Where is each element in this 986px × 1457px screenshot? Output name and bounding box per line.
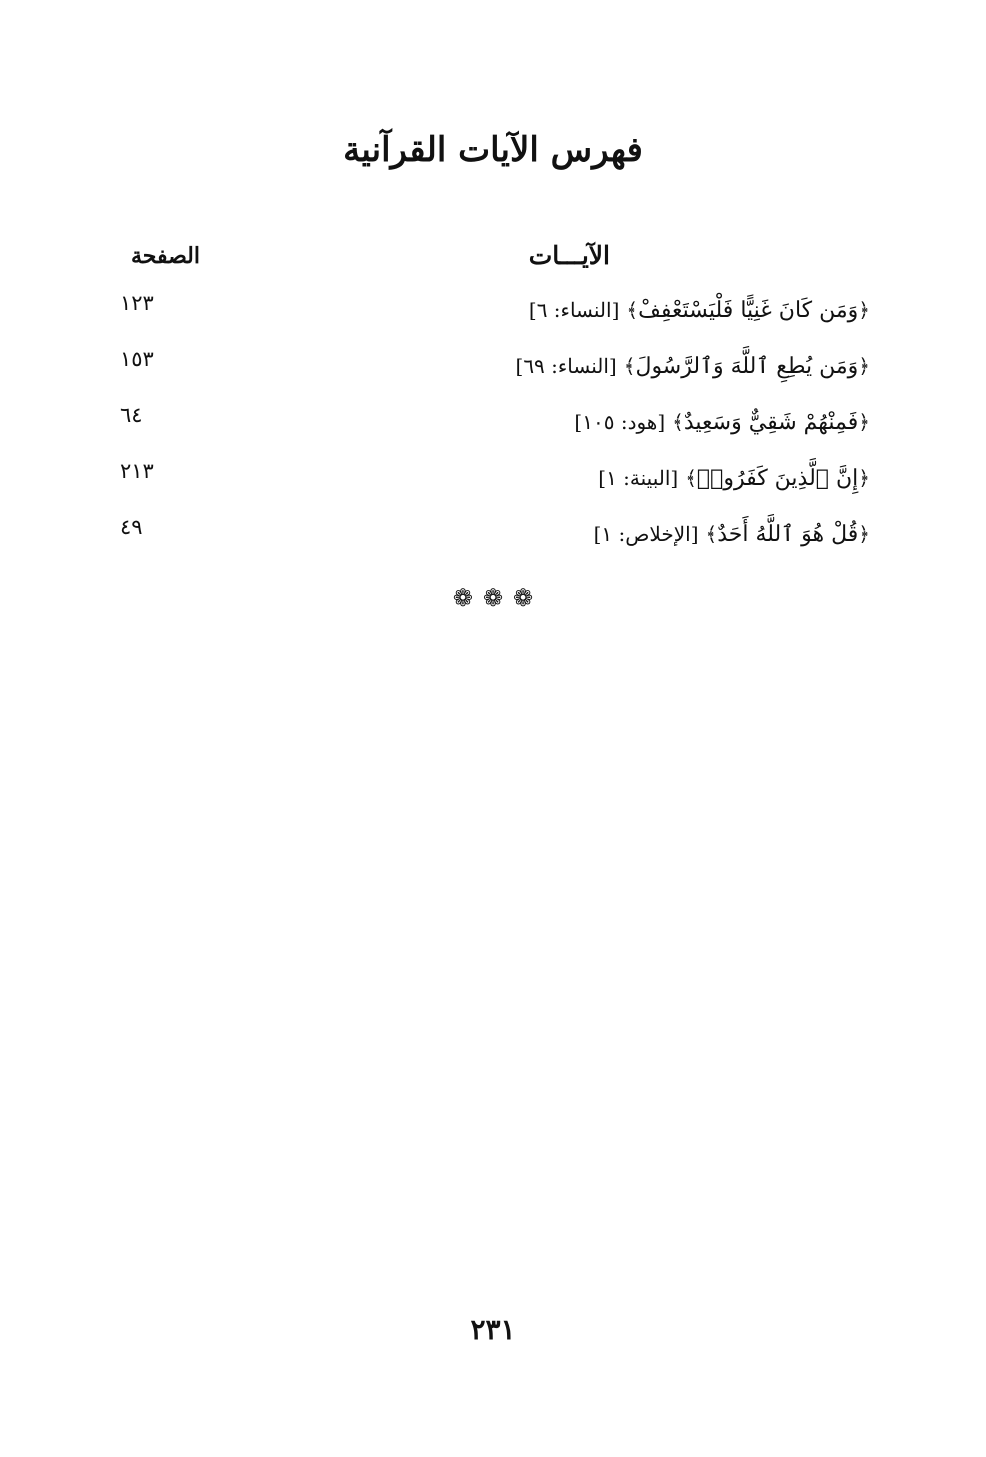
close-bracket: ﴾	[685, 466, 697, 490]
verse-reference: [هود: ١٠٥]	[574, 410, 666, 434]
page-ref: ٢١٣	[120, 459, 154, 483]
index-row	[100, 398, 870, 454]
close-bracket: ﴾	[623, 354, 636, 378]
verse-entry	[310, 458, 870, 499]
flower-ornament-icon: ❁	[452, 584, 473, 612]
verse-text: فَمِنْهُمْ شَقِيٌّ وَسَعِيدٌ	[683, 410, 859, 435]
close-bracket: ﴾	[672, 410, 684, 434]
verse-reference: [البينة: ١]	[598, 466, 679, 490]
open-bracket: ﴿	[858, 522, 870, 546]
page-ref: ٤٩	[120, 515, 143, 539]
index-row	[100, 286, 870, 342]
index-row	[100, 510, 870, 566]
verse-reference: [الإخلاص: ١]	[593, 522, 699, 546]
page-column-header: الصفحة	[130, 243, 200, 269]
verse-text: وَمَن يُطِعِ ٱللَّهَ وَٱلرَّسُولَ	[635, 354, 859, 379]
verse-reference: [النساء: ٦٩]	[515, 354, 617, 378]
page-title: فهرس الآيات القرآنية	[343, 130, 643, 170]
verse-entry	[310, 402, 870, 443]
verse-text: وَمَن كَانَ غَنِيًّا فَلْيَسْتَعْفِفْ	[638, 298, 859, 323]
verse-entry	[310, 514, 870, 555]
open-bracket: ﴿	[858, 466, 870, 490]
page-ref: ٦٤	[120, 403, 143, 427]
index-row	[100, 454, 870, 510]
page-ref: ١٥٣	[120, 347, 154, 371]
section-end-ornament	[0, 583, 986, 613]
verse-reference: [النساء: ٦]	[528, 298, 620, 322]
close-bracket: ﴾	[705, 522, 718, 546]
page-number: ٢٣١	[470, 1313, 516, 1346]
verse-entry	[310, 346, 870, 387]
close-bracket: ﴾	[626, 298, 639, 322]
index-row	[100, 342, 870, 398]
verse-index-list	[100, 286, 870, 566]
open-bracket: ﴿	[858, 298, 870, 322]
verse-text: قُلْ هُوَ ٱللَّهُ أَحَدٌ	[717, 522, 859, 547]
open-bracket: ﴿	[858, 354, 870, 378]
page-ref: ١٢٣	[120, 291, 154, 315]
verses-column-header: الآيـــات	[528, 241, 610, 270]
flower-ornament-icon: ❁	[513, 584, 534, 612]
open-bracket: ﴿	[858, 410, 870, 434]
verse-text: إِنَّ ٱلَّذِينَ كَفَرُوا۟	[696, 466, 859, 491]
flower-ornament-icon: ❁	[482, 584, 504, 612]
verse-entry	[310, 290, 870, 331]
